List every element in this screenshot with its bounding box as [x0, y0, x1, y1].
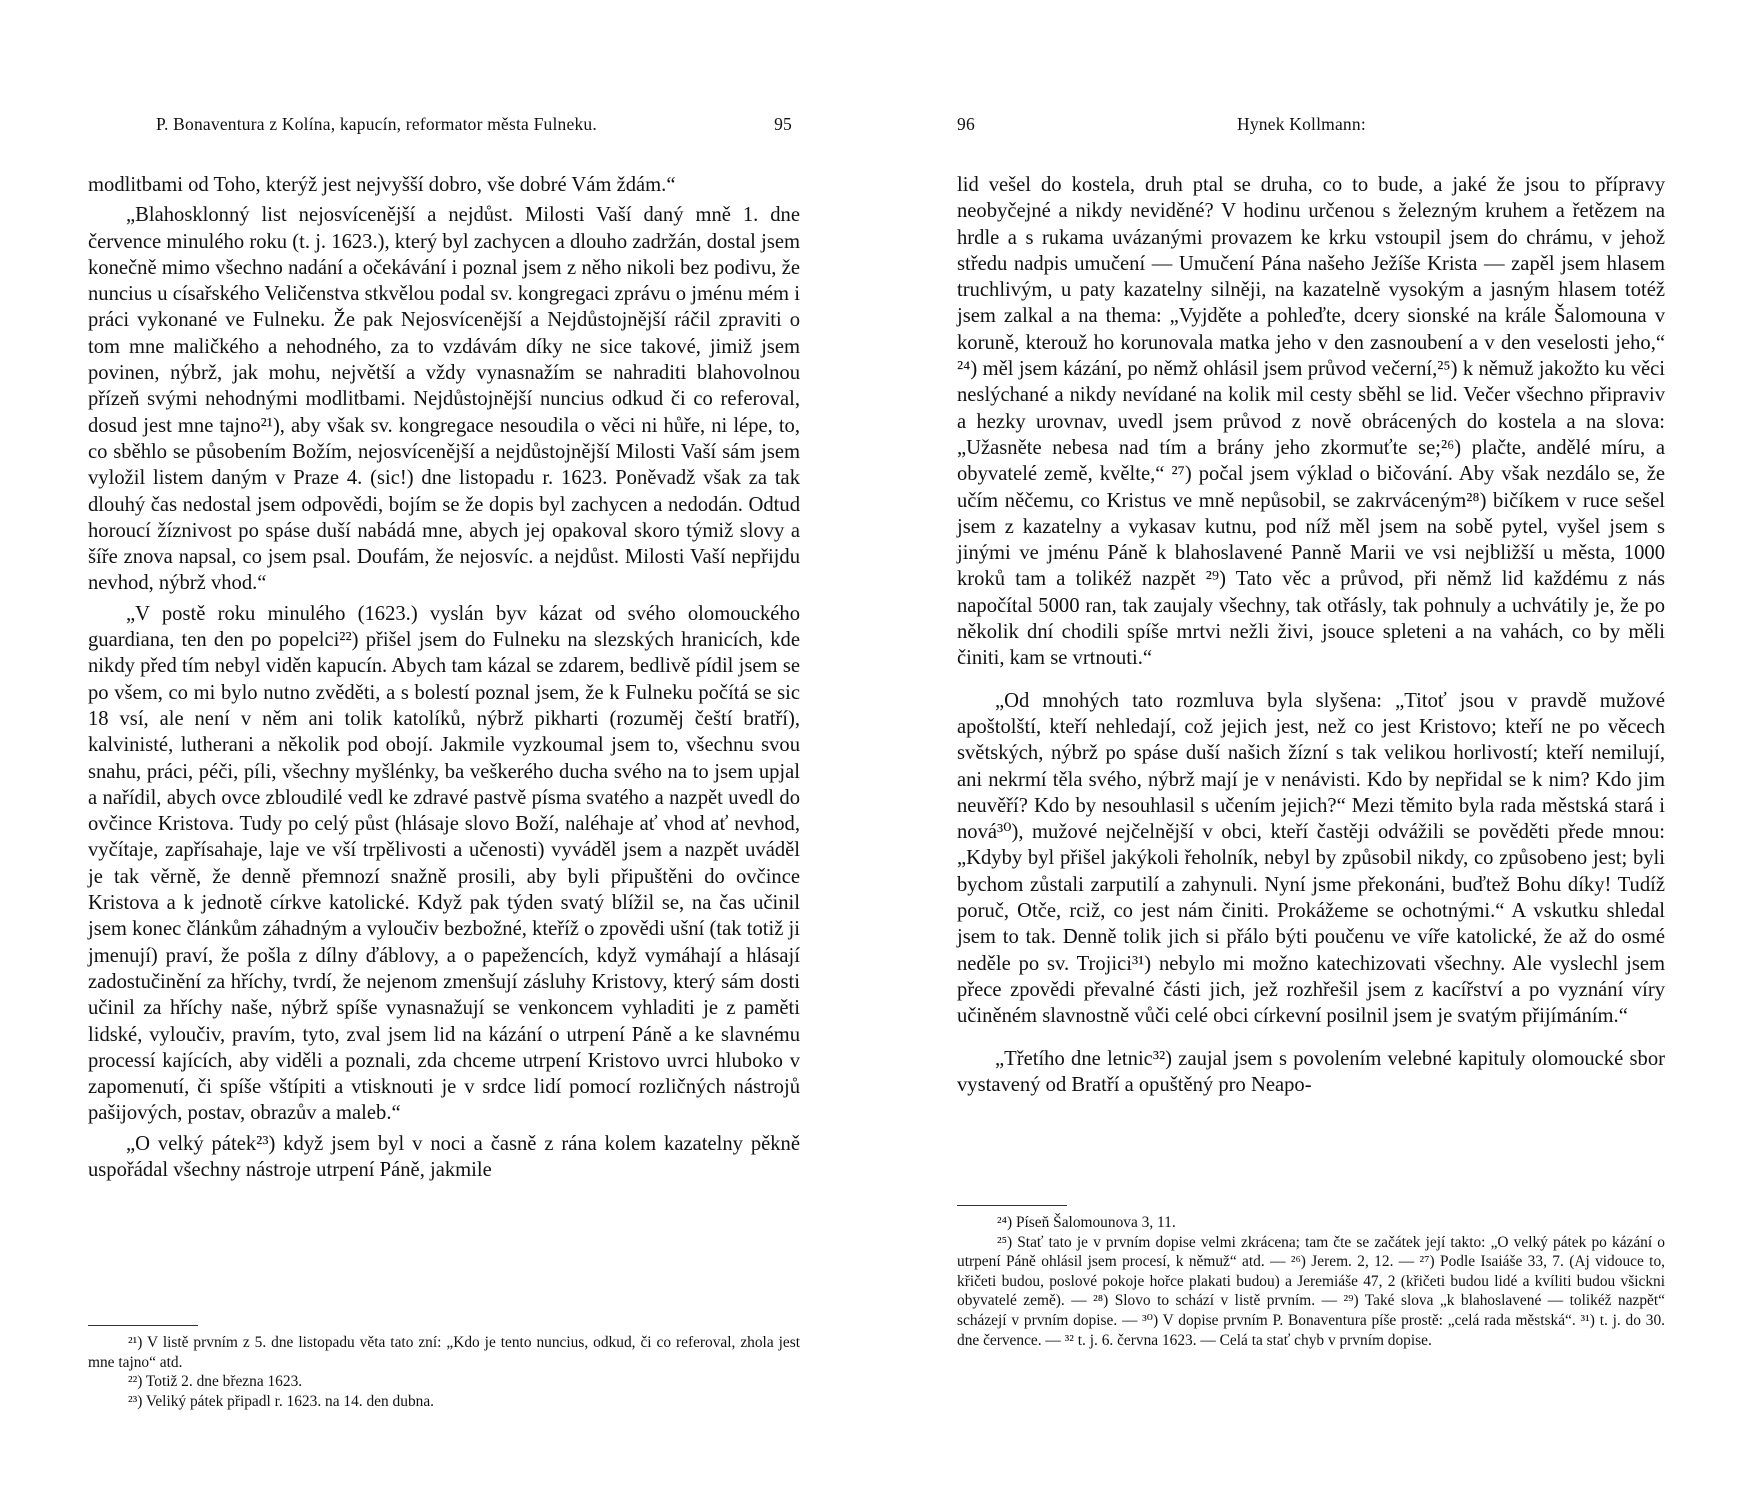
page-number: 96	[957, 114, 975, 134]
paragraph: modlitbami od Toho, kterýž jest nejvyšší dobro, vše dobré Vám ždám.“	[88, 174, 676, 196]
running-head-right	[957, 114, 1665, 138]
body-text	[957, 172, 1665, 1098]
paragraph: „V postě roku minulého (1623.) vyslán byv kázat od svého olomouckého guardiana, ten den po popelci²²) přišel jsem do Fulneku na slezských hranicích, kde nikdy před tím nebyl viděn kapucín. Abych tam kázal se zdarem, bedlivě pídil jsem se po všem, co mi bylo nutno zvěděti, a s bolestí poznal jsem, že k Fulneku počítá se sic 18 vsí, ale není v něm ani tolik katolíků, nýbrž pikharti (rozuměj čeští bratří), kalvinisté, lutherani a několik pod obojí. Jakmile vyzkoumal jsem to, všechnu svou snahu, práci, péči, píli, všechny myšlénky, ba veškerého ducha svého na to jsem upjal a nařídil, abych ovce zbloudilé vedl ke zdravé pastvě písma svatého a nazpět uvedl do ovčince Kristova. Tudy po celý půst (hlásaje slovo Boží, naléhaje ať vhod ať nevhod, vyčítaje, zapřísahaje, laje ve vší trpělivosti a učenosti) vyváděl jsem a nazpět uváděl je tak věrně, že denně přemnozí snažně prosili, aby byli připuštěni do ovčince Kristova a k jednotě církve katolické. Když pak týden svatý blížil se, na čas učinil jsem konec článkům záhadným a vyloučiv bezbožné, kteříž o zpovědi ušní (tak totiž ji jmenují) praví, že pošla z dílny ďáblovy, a o papežencích, když vymáhají a hlásají zadostučinění za hříchy, tvrdí, že nejenom zmenšují zásluhy Kristovy, který sám dosti učinil za hříchy naše, nýbrž spíše vynasnažují se venkoncem vyhladiti je z paměti lidské, vyloučiv, pravím, tyto, zval jsem lid na kázání o utrpení Páně a ke slavnému processí kajících, aby viděli a poznali, zda chceme utrpení Kristovo uvrci hluboko v zapomenutí, či spíše vštípiti a vtisknouti je v srdce lidí pomocí rozličných nástrojů pašijových, postav, obrazův a maleb.“	[88, 602, 800, 1125]
running-title: Hynek Kollmann:	[1237, 114, 1366, 134]
footnote: ²³) Veliký pátek připadl r. 1623. na 14. den dubna.	[128, 1392, 435, 1410]
footnote: ²⁵) Stať tato je v prvním dopise velmi zkrácena; tam čte se začátek její takto: „O velký pátek po kázání o utrpení Páně ohlásil jsem procesí, k němuž“ atd. — ²⁶) Jerem. 2, 12. — ²⁷) Podle Isaiáše 33, 7. (Aj vidouce to, křičeti budou, poslové pokoje hořce plakati budou) a Jeremiáše 47, 2 (křičeti budou lidé a kvíliti budou všickni obyvatelé země). — ²⁸) Slovo to schází v listě prvním. — ²⁹) Také slova „k blahoslavené — tolikéž nazpět“ scházejí v prvním dopise. — ³⁰) V dopise prvním P. Bonaventura píše prostě: „celá rada městská“. ³¹) t. j. do 30. dne července. — ³² t. j. 6. června 1623. — Celá ta stať chyb v prvním dopise.	[957, 1233, 1665, 1349]
footnotes	[88, 1333, 800, 1411]
footnote: ²¹) V listě prvním z 5. dne listopadu věta tato zní: „Kdo je tento nuncius, odkud, či co referoval, zhola jest mne tajno“ atd.	[88, 1334, 800, 1371]
footnote: ²²) Totiž 2. dne března 1623.	[128, 1373, 303, 1391]
running-title: P. Bonaventura z Kolína, kapucín, reformator města Fulneku.	[156, 114, 597, 134]
footnotes	[957, 1213, 1665, 1350]
paragraph: „O velký pátek²³) když jsem byl v noci a časně z rána kolem kazatelny pěkně uspořádal všechny nástroje utrpení Páně, jakmile	[88, 1132, 800, 1181]
footnote: ²⁴) Píseň Šalomounova 3, 11.	[997, 1214, 1176, 1231]
body-text	[88, 172, 800, 1183]
page-number: 95	[774, 114, 792, 134]
paragraph: „Od mnohých tato rozmluva byla slyšena: „Titoť jsou v pravdě mužové apoštolští, kteří nehledají, což jejich jest, než co jest Kristovo; kteří ne po věcech světských, nýbrž po spáse duší našich žízní s tak velikou horlivostí; kteří nemilují, ani nekrmí těla svého, nýbrž mají je v nenávisti. Kdo by nepřidal se k nim? Kdo jim neuvěří? Kdo by nesouhlasil s učením jejich?“ Mezi těmito byla rada městská stará i nová³⁰), mužové nejčelnější v obci, kteří častěji odvážili se pověděti přede mnou: „Kdyby byl přišel jakýkoli řeholník, nebyl by způsobil nikdy, co způsobeno jest; byli bychom zůstali zarputilí a zahynuli. Nyní jsme překonáni, buďtež Bohu díky! Tudíž poruč, Otče, rciž, co jest nám činiti. Prokážeme se ochotnými.“ A vskutku shledal jsem to tak. Denně tolik jich si přálo býti poučenu ve víře katolické, že až do osmé neděle po sv. Trojici³¹) nebylo mi možno katechizovati všechny. Ale vyslechl jsem přece zpovědi převalné části jich, jež rozhřešil jsem z kacířství a po vyznání víry učiněném slavnostně vůči celé obci církevní posilnil jsem je svatým přijímáním.“	[957, 689, 1665, 1028]
paragraph: „Blahosklonný list nejosvícenější a nejdůst. Milosti Vaší daný mně 1. dne července minulého roku (t. j. 1623.), který byl zachycen a dlouho zadržán, dostal jsem konečně mimo všechno nadání a očekávání i poznal jsem z něho nikoli bez podivu, že nuncius u císařského Veličenstva stkvělou podal sv. kongregaci zprávu o jménu mém i práci vykonané ve Fulneku. Že pak Nejosvícenější a Nejdůstojnější ráčil zpraviti o tom mne maličkého a nehodného, za to vzdávám díky ne sice takové, jimiž jsem povinen, nýbrž, jak mohu, největší a vždy vynasnažím se nahraditi blahovolnou přízeň svými nehodnými modlitbami. Nejdůstojnější nuncius odkud či co referoval, dosud jest mne tajno²¹), aby však sv. kongregace nesoudila o věci ni hůře, ni lépe, to, co sběhlo se působením Božím, nejosvícenější a nejdůstojnější Milosti Vaší sám jsem vyložil listem daným v Praze 4. (sic!) dne listopadu r. 1623. Poněvadž však za tak dlouhý čas nedostal jsem odpovědi, bojím se že dopis byl zachycen a nedodán. Odtud horoucí žíznivost po spáse duší nabádá mne, abych jej opakoval skoro týmiž slovy a šíře znova napsal, co jsem psal. Doufám, že nejosvíc. a nejdůst. Milosti Vaší nepřijdu nevhod, nýbrž vhod.“	[88, 204, 800, 595]
footnote-divider	[88, 1325, 198, 1326]
paragraph: „Třetího dne letnic³²) zaujal jsem s povolením velebné kapituly olomoucké sbor vystavený od Bratří a opuštěný pro Neapo-	[957, 1047, 1665, 1096]
paragraph: lid vešel do kostela, druh ptal se druha, co to bude, a jaké že jsou to přípravy neobyčejné a nikdy neviděné? V hodinu určenou s železným kruhem a řetězem na hrdle a s rukama uvázanými provazem ke krku vstoupil jsem do chrámu, v jehož středu nadpis umučení — Umučení Pána našeho Ježíše Krista — zapěl jsem hlasem truchlivým, u paty kazatelny silněji, na kazatelně vysokým a jasným hlasem totéž jsem zalkal a na thema: „Vyjděte a pohleďte, dcery sionské na krále Šalomouna v koruně, kterouž ho korunovala matka jeho v den zasnoubení a v den veselosti jeho,“ ²⁴) měl jsem kázání, po němž ohlásil jsem průvod večerní,²⁵) k němuž jakožto ku věci neslýchané a nikdy nevídané na kolik mil cesty sběhl se lid. Večer všechno připraviv a hezky urovnav, uvedl jsem průvod z nově obrácených do kostela a na slova: „Užasněte nebesa nad tím a brány jeho zkormuťte se;²⁶) plačte, andělé míru, a obyvatelé země, kvělte,“ ²⁷) počal jsem výklad o bičování. Aby však nezdálo se, že učím něčemu, co Kristus ve mně nepůsobil, se zakrváceným²⁸) bičíkem v ruce sešel jsem z kazatelny a vykasav kutnu, pod níž měl jsem na sobě pytel, vyšel jsem s jinými ve jménu Páně k blahoslavené Panně Marii ve vsi nejbližší u města, 1000 kroků tam a tolikéž nazpět ²⁹) Tato věc a průvod, při němž lid každému z nás napočítal 5000 ran, tak zaujaly všechny, tak otřásly, tak pohnuly a uchvátily je, že po několik dní chodili spíše mrtvi nežli živi, jsouce spleteni a na vahách, co by měli činiti, kam se vrtnouti.“	[957, 174, 1665, 670]
running-head-left	[88, 114, 800, 138]
footnote-divider	[957, 1205, 1067, 1206]
